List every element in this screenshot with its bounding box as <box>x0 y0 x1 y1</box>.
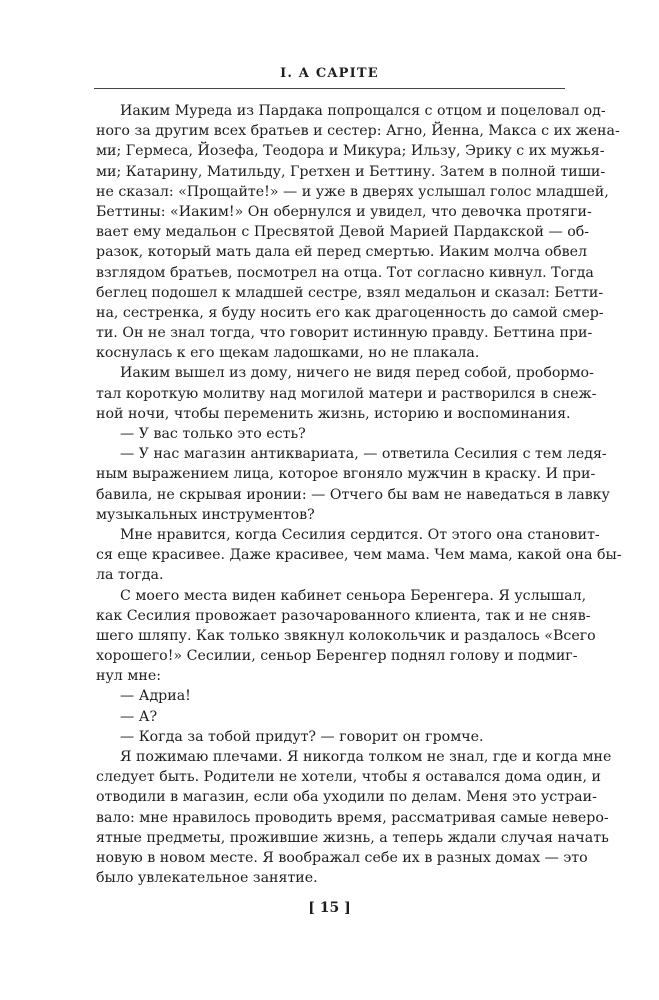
text-line: коснулась к его щекам ладошками, но не плакала. <box>96 345 480 362</box>
text-line: — У нас магазин антиквариата, — ответила Сесилия с тем ледя- <box>120 446 607 463</box>
text-line: как Сесилия провожает разочарованного клиента, так и не сняв- <box>96 607 591 624</box>
text-line: ятные предметы, прожившие жизнь, а теперь ждали случая начать <box>96 829 609 846</box>
text-line: С моего места виден кабинет сеньора Беренгера. Я услышал, <box>120 587 587 604</box>
text-line: ти. Он не знал тогда, что говорит истинную правду. Беттина при- <box>96 325 593 342</box>
text-line: беглец подошел к младшей сестре, взял медальон и сказал: Бетти- <box>96 284 604 301</box>
text-line: новую в новом месте. Я воображал себе их в разных домах — это <box>96 849 588 866</box>
text-line: было увлекательное занятие. <box>96 870 318 887</box>
text-line: вало: мне нравилось проводить время, рассматривая самые неверо- <box>96 809 609 826</box>
text-line: бавила, не скрывая иронии: — Отчего бы вам не наведаться в лавку <box>96 486 610 503</box>
text-line: на, сестренка, я буду носить его как драгоценность до самой смер- <box>96 304 604 321</box>
text-line: — А? <box>120 708 158 725</box>
text-line: ла тогда. <box>96 567 164 584</box>
text-line: ми; Гермеса, Йозефа, Теодора и Микура; Ильзу, Эрику с их мужья- <box>96 143 605 160</box>
text-line: — Адриа! <box>120 688 191 705</box>
body-text <box>96 101 622 888</box>
text-line: взглядом братьев, посмотрел на отца. Тот согласно кивнул. Тогда <box>96 264 594 281</box>
text-line: вает ему медальон с Пресвятой Девой Марией Пардакской — об- <box>96 224 590 241</box>
text-line: ного за другим всех братьев и сестер: Агно, Йенна, Макса с их жена- <box>96 123 620 140</box>
running-head: I. A CAPITE <box>280 66 379 81</box>
text-line: ми; Катарину, Матильду, Гретхен и Беттину. Затем в полной тиши- <box>96 163 606 180</box>
text-line: тал короткую молитву над могилой матери и растворился в снеж- <box>96 385 597 402</box>
text-line: Мне нравится, когда Сесилия сердится. От этого она становит- <box>120 526 600 543</box>
page-number: [ 15 ] <box>308 900 351 916</box>
text-line: — Когда за тобой придут? — говорит он громче. <box>120 728 484 745</box>
text-line: Иаким вышел из дому, ничего не видя перед собой, пробормо- <box>120 365 594 382</box>
text-line: ным выражением лица, которое вгоняло мужчин в краску. И при- <box>96 466 596 483</box>
text-line: ся еще красивее. Даже красивее, чем мама. Чем мама, какой она бы- <box>96 547 622 564</box>
text-line: Иаким Муреда из Пардака попрощался с отцом и поцеловал од- <box>120 103 606 119</box>
text-line: не сказал: «Прощайте!» — и уже в дверях услышал голос младшей, <box>96 183 609 200</box>
text-line: Я пожимаю плечами. Я никогда толком не знал, где и когда мне <box>120 749 612 765</box>
text-line: шего шляпу. Как только звякнул колокольчик и раздалось «Всего <box>96 627 596 644</box>
text-line: нул мне: <box>96 668 161 685</box>
header-rule <box>94 88 565 89</box>
text-line: ной ночи, чтобы переменить жизнь, историю и воспоминания. <box>96 405 571 422</box>
text-line: следует быть. Родители не хотели, чтобы я оставался дома один, и <box>96 769 601 786</box>
text-line: — У вас только это есть? <box>120 426 306 442</box>
text-line: Беттины: «Иаким!» Он обернулся и увидел, что девочка протяги- <box>96 203 592 220</box>
text-line: хорошего!» Сесилии, сеньор Беренгер поднял голову и подмиг- <box>96 648 578 665</box>
text-line: разок, который мать дала ей перед смертью. Иаким молча обвел <box>96 244 588 261</box>
text-line: музыкальных инструментов? <box>96 506 315 523</box>
text-line: отводили в магазин, если оба уходили по делам. Меня это устраи- <box>96 789 597 806</box>
